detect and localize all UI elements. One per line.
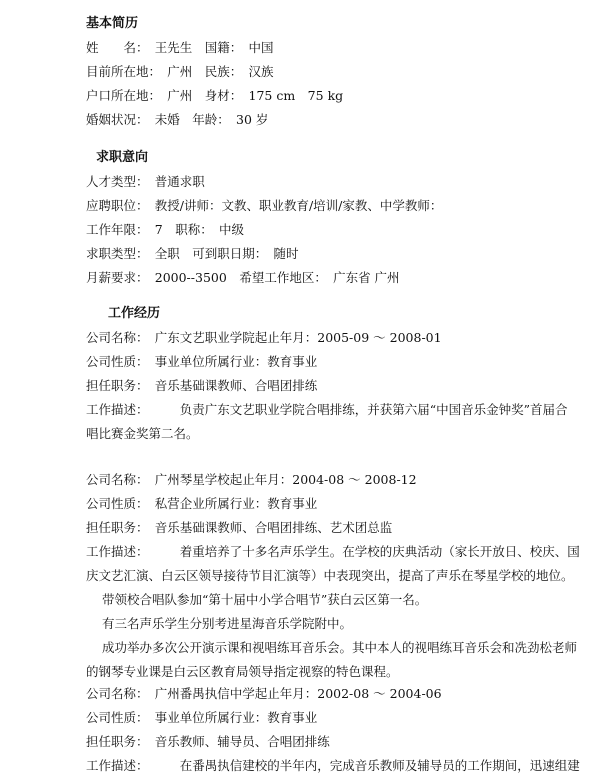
job-type-line: 求职类型： 全职 可到职日期： 随时 bbox=[86, 246, 299, 261]
location-line: 目前所在地： 广州 民族： 汉族 bbox=[86, 64, 274, 79]
job3-nature: 公司性质： 事业单位所属行业：教育事业 bbox=[86, 710, 318, 725]
job2-desc-1: 工作描述： 着重培养了十多名声乐学生。在学校的庆典活动（家长开放日、校庆、国 bbox=[86, 544, 580, 559]
job3-duty: 担任职务： 音乐教师、辅导员、合唱团排练 bbox=[86, 734, 330, 749]
job1-nature: 公司性质： 事业单位所属行业：教育事业 bbox=[86, 354, 318, 369]
job1-duty: 担任职务： 音乐基础课教师、合唱团排练 bbox=[86, 378, 318, 393]
job1-desc-1: 工作描述： 负责广东文艺职业学院合唱排练，并获第六届“中国音乐金钟奖”首届合 bbox=[86, 402, 568, 417]
job2-company: 公司名称： 广州琴星学校起止年月：2004-08 ～ 2008-12 bbox=[86, 472, 417, 487]
job2-desc-5: 成功举办多次公开演示课和视唱练耳音乐会。其中本人的视唱练耳音乐会和冼劲松老师 bbox=[102, 640, 578, 655]
job1-desc-2: 唱比赛金奖第二名。 bbox=[86, 426, 199, 441]
intent-heading: 求职意向 bbox=[96, 150, 149, 165]
job2-duty: 担任职务： 音乐基础课教师、合唱团排练、艺术团总监 bbox=[86, 520, 393, 535]
experience-heading: 工作经历 bbox=[108, 306, 161, 321]
marital-line: 婚姻状况： 未婚 年龄： 30 岁 bbox=[86, 112, 269, 127]
years-line: 工作年限： 7 职称： 中级 bbox=[86, 222, 244, 237]
position-line: 应聘职位： 教授/讲师：文教、职业教育/培训/家教、中学教师： bbox=[86, 198, 443, 213]
job3-desc-1: 工作描述： 在番禺执信建校的半年内，完成音乐教师及辅导员的工作期间，迅速组建 bbox=[86, 758, 580, 773]
job2-desc-2: 庆文艺汇演、白云区领导接待节目汇演等）中表现突出，提高了声乐在琴星学校的地位。 bbox=[86, 568, 574, 583]
name-line: 姓 名： 王先生 国籍： 中国 bbox=[86, 40, 274, 55]
basic-heading: 基本简历 bbox=[86, 16, 139, 31]
salary-line: 月薪要求： 2000--3500 希望工作地区： 广东省 广州 bbox=[86, 270, 400, 285]
job1-company: 公司名称： 广东文艺职业学院起止年月：2005-09 ～ 2008-01 bbox=[86, 330, 442, 345]
job2-desc-3: 带领校合唱队参加“第十届中小学合唱节”获白云区第一名。 bbox=[102, 592, 428, 607]
job2-nature: 公司性质： 私营企业所属行业：教育事业 bbox=[86, 496, 318, 511]
job2-desc-6: 的钢琴专业课是白云区教育局领导指定视察的特色课程。 bbox=[86, 664, 399, 679]
job2-desc-4: 有三名声乐学生分别考进星海音乐学院附中。 bbox=[102, 616, 353, 631]
job3-company: 公司名称： 广州番禺执信中学起止年月：2002-08 ～ 2004-06 bbox=[86, 686, 442, 701]
hukou-line: 户口所在地： 广州 身材： 175 cm 75 kg bbox=[86, 88, 344, 103]
talent-type-line: 人才类型： 普通求职 bbox=[86, 174, 205, 189]
